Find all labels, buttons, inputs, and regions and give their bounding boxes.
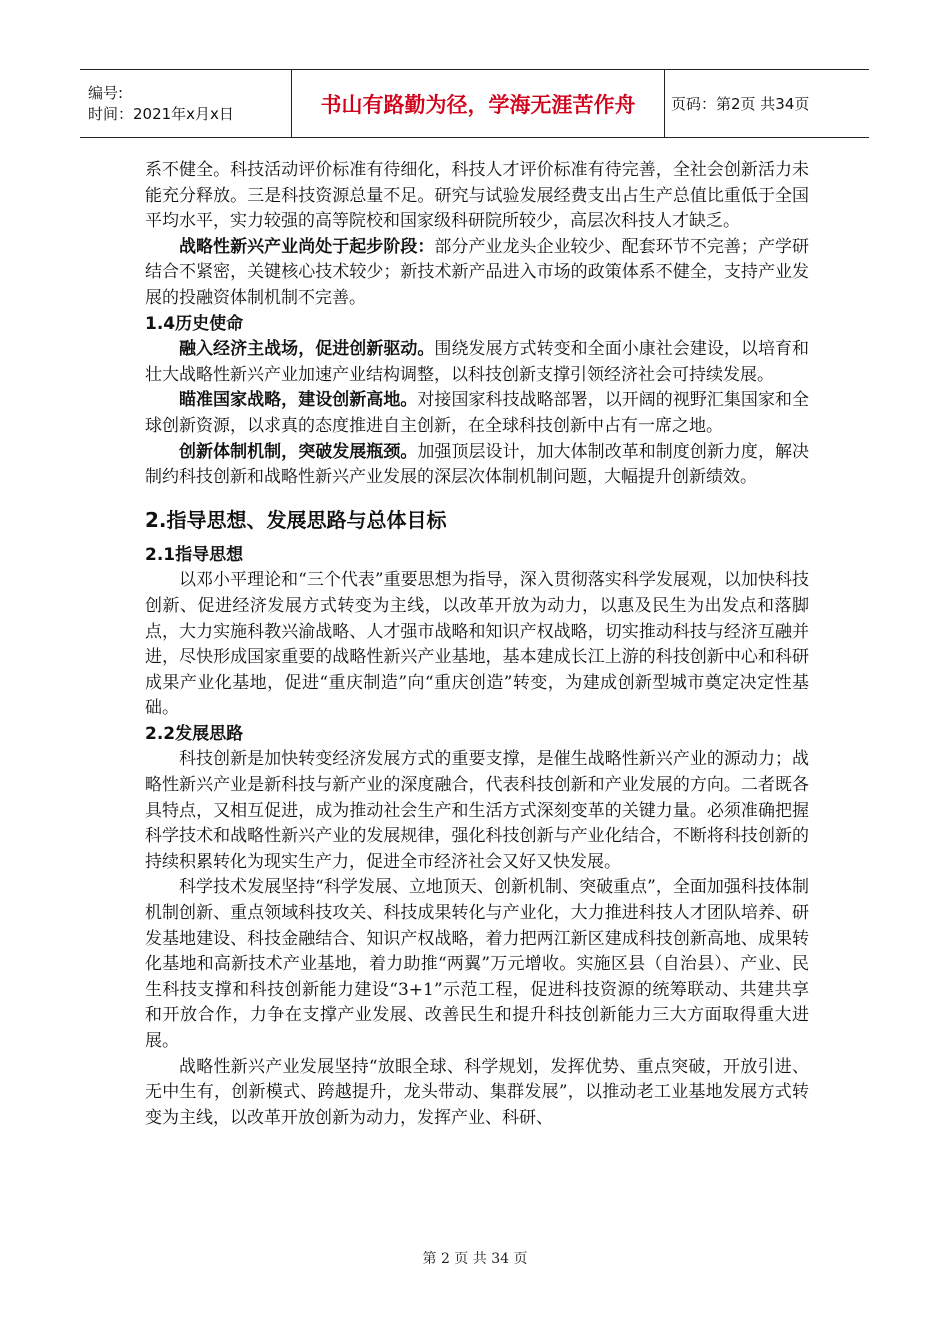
chapter-heading-2: 2.指导思想、发展思路与总体目标 xyxy=(145,507,447,532)
paragraph-lead: 战略性新兴产业尚处于起步阶段： xyxy=(179,236,435,257)
paragraph: 战略性新兴产业发展坚持“放眼全球、科学规划，发挥优势、重点突破，开放引进、无中生有，创新模式、跨越提升，龙头带动、集群发展”，以推动老工业基地发展方式转变为主线，以改革开放创新为动力，发挥产业、科研、 xyxy=(145,1056,809,1128)
header-motto: 书山有路勤为径，学海无涯苦作舟 xyxy=(292,70,665,138)
paragraph-lead: 创新体制机制，突破发展瓶颈。 xyxy=(179,441,418,462)
paragraph xyxy=(145,235,809,312)
section-heading-2-2: 2.2发展思路 xyxy=(145,723,244,744)
section-heading-2-1: 2.1指导思想 xyxy=(145,544,244,565)
document-body xyxy=(145,158,809,1131)
paragraph: 系不健全。科技活动评价标准有待细化，科技人才评价标准有待完善，全社会创新活力未能充分释放。三是科技资源总量不足。研究与试验发展经费支出占生产总值比重低于全国平均水平，实力较强的高等院校和国家级科研院所较少，高层次科技人才缺乏。 xyxy=(145,160,809,232)
paragraph: 科技创新是加快转变经济发展方式的重要支撑，是催生战略性新兴产业的源动力；战略性新兴产业是新科技与新产业的深度融合，代表科技创新和产业发展的方向。二者既各具特点，又相互促进，成为推动社会生产和生活方式深刻变革的关键力量。必须准确把握科学技术和战略性新兴产业的发展规律，强化科技创新与产业化结合，不断将科技创新的持续积累转化为现实生产力，促进全市经济社会又好又快发展。 xyxy=(145,749,809,872)
section-heading-1-4: 1.4历史使命 xyxy=(145,313,244,334)
paragraph-lead: 融入经济主战场，促进创新驱动。 xyxy=(179,339,435,360)
date-label: 时间：2021年x月x日 xyxy=(88,104,234,123)
paragraph-lead: 瞄准国家战略，建设创新高地。 xyxy=(179,390,418,411)
paragraph xyxy=(145,440,809,491)
paragraph: 以邓小平理论和“三个代表”重要思想为指导，深入贯彻落实科学发展观，以加快科技创新、促进经济发展方式转变为主线，以改革开放为动力，以惠及民生为出发点和落脚点，大力实施科教兴渝战略、人才强市战略和知识产权战略，切实推动科技与经济互融并进，尽快形成国家重要的战略性新兴产业基地，基本建成长江上游的科技创新中心和科研成果产业化基地，促进“重庆制造”向“重庆创造”转变，为建成创新型城市奠定决定性基础。 xyxy=(145,570,809,719)
page-header xyxy=(80,69,869,138)
paragraph xyxy=(145,337,809,388)
paragraph-text: 部分产业龙头企业较少、配套环节不完善；产学研结合不紧密，关键核心技术较少；新技术新产品进入市场的政策体系不健全，支持产业发展的投融资体制机制不完善。 xyxy=(145,236,810,308)
paragraph-text: 围绕发展方式转变和全面小康社会建设，以培育和壮大战略性新兴产业加速产业结构调整，以科技创新支撑引领经济社会可持续发展。 xyxy=(145,339,810,385)
paragraph-text: 对接国家科技战略部署，以开阔的视野汇集国家和全球创新资源，以求真的态度推进自主创新，在全球科技创新中占有一席之地。 xyxy=(145,390,810,436)
paragraph: 科学技术发展坚持“科学发展、立地顶天、创新机制、突破重点”，全面加强科技体制机制创新、重点领域科技攻关、科技成果转化与产业化，大力推进科技人才团队培养、研发基地建设、科技金融结合、知识产权战略，着力把两江新区建成科技创新高地、成果转化基地和高新技术产业基地，着力助推“两翼”万元增收。实施区县（自治县）、产业、民生科技支撑和科技创新能力建设“3+1”示范工程，促进科技资源的统筹联动、共建共享和开放合作，力争在支撑产业发展、改善民生和提升科技创新能力三大方面取得重大进展。 xyxy=(145,877,809,1051)
header-page-info: 页码：第2页 共34页 xyxy=(665,70,870,138)
serial-label: 编号: xyxy=(88,83,124,102)
header-left-cell xyxy=(80,70,292,138)
paragraph xyxy=(145,388,809,439)
page-footer: 第 2 页 共 34 页 xyxy=(422,1251,528,1267)
paragraph-text: 加强顶层设计，加大体制改革和制度创新力度，解决制约科技创新和战略性新兴产业发展的深层次体制机制问题，大幅提升创新绩效。 xyxy=(145,441,810,488)
